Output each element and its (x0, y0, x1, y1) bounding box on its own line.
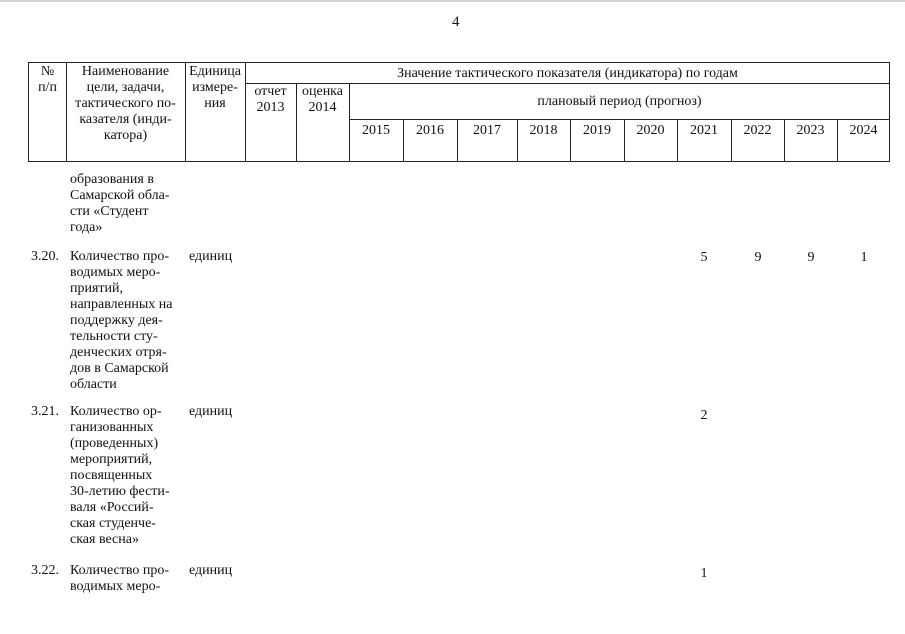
header-year: 2016 (416, 123, 444, 138)
value-2024: 1 (860, 250, 868, 265)
header-unit: Единица измере- ния (189, 64, 241, 111)
header-group-title: Значение тактического показателя (индикатора) по годам (397, 66, 738, 81)
header-year: 2017 (473, 123, 501, 138)
header-year: 2023 (796, 123, 825, 138)
row-number: 3.22. (31, 563, 59, 578)
header-year: 2015 (362, 123, 390, 138)
row-number: 3.21. (31, 404, 59, 419)
header-plan-title: плановый период (прогноз) (537, 94, 702, 109)
value-2021: 1 (700, 566, 708, 581)
scan-top-edge (0, 0, 905, 2)
row-name-continued: образования в Самарской обла- сти «Студент года» (70, 172, 170, 235)
value-2021: 5 (700, 250, 708, 265)
value-2023: 9 (807, 250, 815, 265)
value-2021: 2 (700, 408, 708, 423)
header-year: 2022 (743, 123, 772, 138)
header-year: 2024 (849, 123, 878, 138)
row-number: 3.20. (31, 249, 59, 264)
header-name: Наименование цели, задачи, тактического по- казателя (инди- катора) (75, 64, 176, 143)
header-estimate-2014: оценка 2014 (301, 84, 343, 115)
row-unit: единиц (189, 404, 233, 419)
page-number: 4 (452, 14, 460, 30)
row-name: Количество про- водимых меро- приятий, направленных на поддержку дея- тельности сту- денческих отря- дов в Самарской области (70, 249, 173, 392)
header-num: № п/п (38, 64, 57, 95)
row-name: Количество ор- ганизованных (проведенных) мероприятий, посвященных 30-летию фести- валя «Россий- ская студенче- ская весна» (70, 404, 170, 547)
header-report-2013: отчет 2013 (254, 84, 287, 115)
header-year: 2020 (636, 123, 665, 138)
row-name: Количество про- водимых меро- (70, 563, 170, 594)
header-year: 2019 (583, 123, 611, 138)
table-header (28, 62, 890, 162)
header-year: 2021 (690, 123, 718, 138)
row-unit: единиц (189, 249, 233, 264)
row-unit: единиц (189, 563, 233, 578)
header-divider (349, 119, 890, 120)
header-year: 2018 (529, 123, 558, 138)
value-2022: 9 (754, 250, 762, 265)
